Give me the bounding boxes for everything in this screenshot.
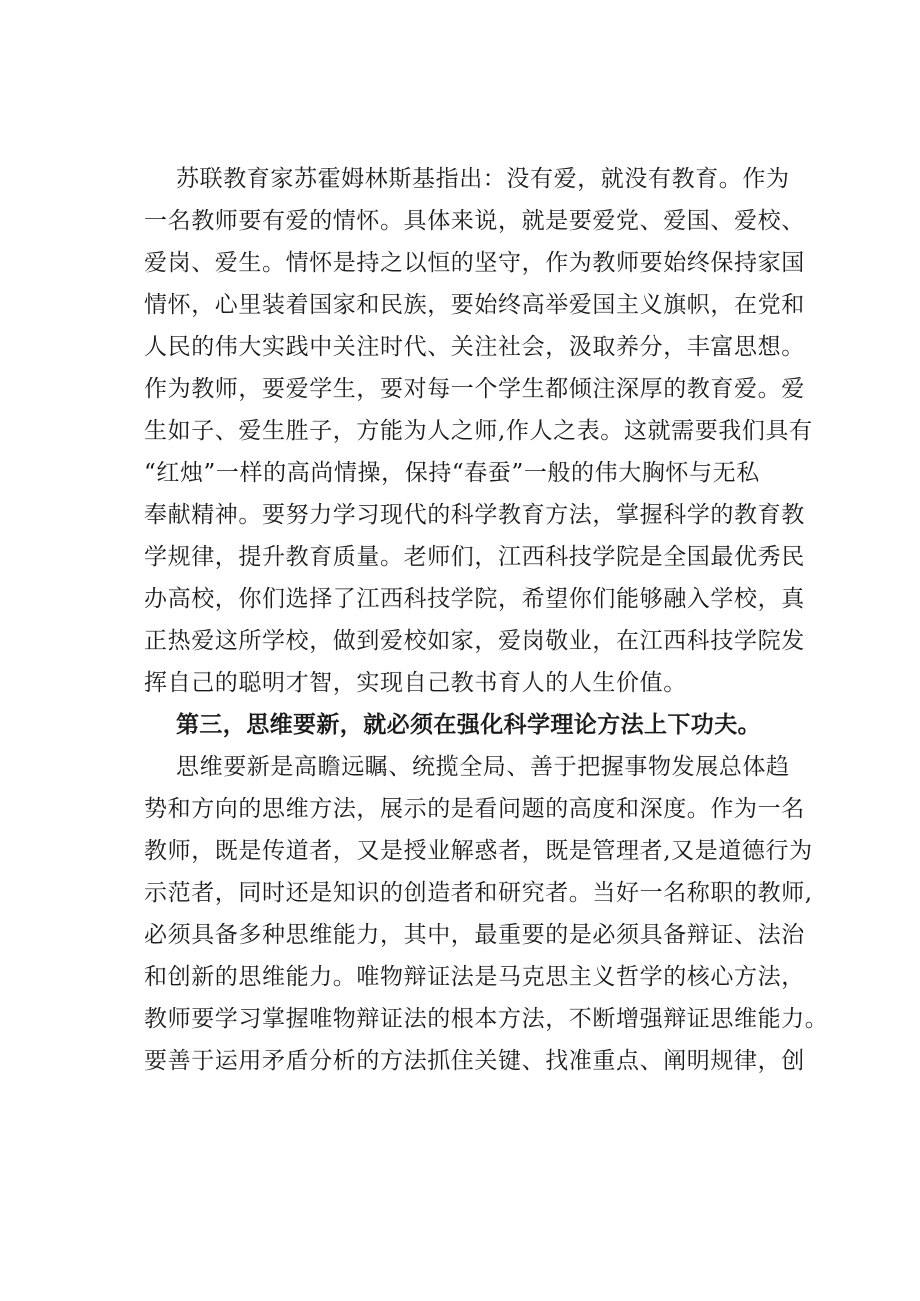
paragraph-1-line-10: 学规律，提升教育质量。老师们，江西科技学院是全国最优秀民 xyxy=(144,544,805,570)
paragraph-1-line-2: 一名教师要有爱的情怀。具体来说，就是要爱党、爱国、爱校、 xyxy=(144,208,805,234)
paragraph-1-line-5: 人民的伟大实践中关注时代、关注社会，汲取养分，丰富思想。 xyxy=(144,334,805,360)
paragraph-1-line-6: 作为教师，要爱学生，要对每一个学生都倾注深厚的教育爱。爱 xyxy=(144,376,805,402)
paragraph-1-line-1: 苏联教育家苏霍姆林斯基指出：没有爱，就没有教育。作为 xyxy=(176,166,790,192)
paragraph-1-line-13: 挥自己的聪明才智，实现自己教书育人的人生价值。 xyxy=(144,670,687,696)
paragraph-1-line-3: 爱岗、爱生。情怀是持之以恒的坚守，作为教师要始终保持家国 xyxy=(144,250,805,276)
paragraph-2-line-1: 思维要新是高瞻远瞩、统揽全局、善于把握事物发展总体趋 xyxy=(176,754,790,780)
paragraph-2-line-4: 示范者，同时还是知识的创造者和研究者。当好一名称职的教师, xyxy=(144,880,813,906)
paragraph-1-line-4: 情怀，心里装着国家和民族，要始终高举爱国主义旗帜，在党和 xyxy=(144,292,805,318)
paragraph-2-line-2: 势和方向的思维方法，展示的是看问题的高度和深度。作为一名 xyxy=(144,796,805,822)
section-heading: 第三，思维要新，就必须在强化科学理论方法上下功夫。 xyxy=(176,712,761,738)
paragraph-1-line-8: “红烛”一样的高尚情操，保持“春蚕”一般的伟大胸怀与无私 xyxy=(144,460,760,486)
paragraph-2-line-7: 教师要学习掌握唯物辩证法的根本方法，不断增强辩证思维能力。 xyxy=(144,1006,829,1032)
paragraph-2-line-6: 和创新的思维能力。唯物辩证法是马克思主义哲学的核心方法， xyxy=(144,964,805,990)
paragraph-1-line-7: 生如子、爱生胜子，方能为人之师,作人之表。这就需要我们具有 xyxy=(144,418,813,444)
paragraph-2-line-8: 要善于运用矛盾分析的方法抓住关键、找准重点、阐明规律，创 xyxy=(144,1048,805,1074)
paragraph-2-line-3: 教师，既是传道者，又是授业解惑者，既是管理者,又是道德行为 xyxy=(144,838,813,864)
paragraph-1-line-11: 办高校，你们选择了江西科技学院，希望你们能够融入学校，真 xyxy=(144,586,805,612)
paragraph-1-line-9: 奉献精神。要努力学习现代的科学教育方法，掌握科学的教育教 xyxy=(144,502,805,528)
paragraph-1-line-12: 正热爱这所学校，做到爱校如家，爱岗敬业，在江西科技学院发 xyxy=(144,628,805,654)
paragraph-2-line-5: 必须具备多种思维能力，其中，最重要的是必须具备辩证、法治 xyxy=(144,922,805,948)
